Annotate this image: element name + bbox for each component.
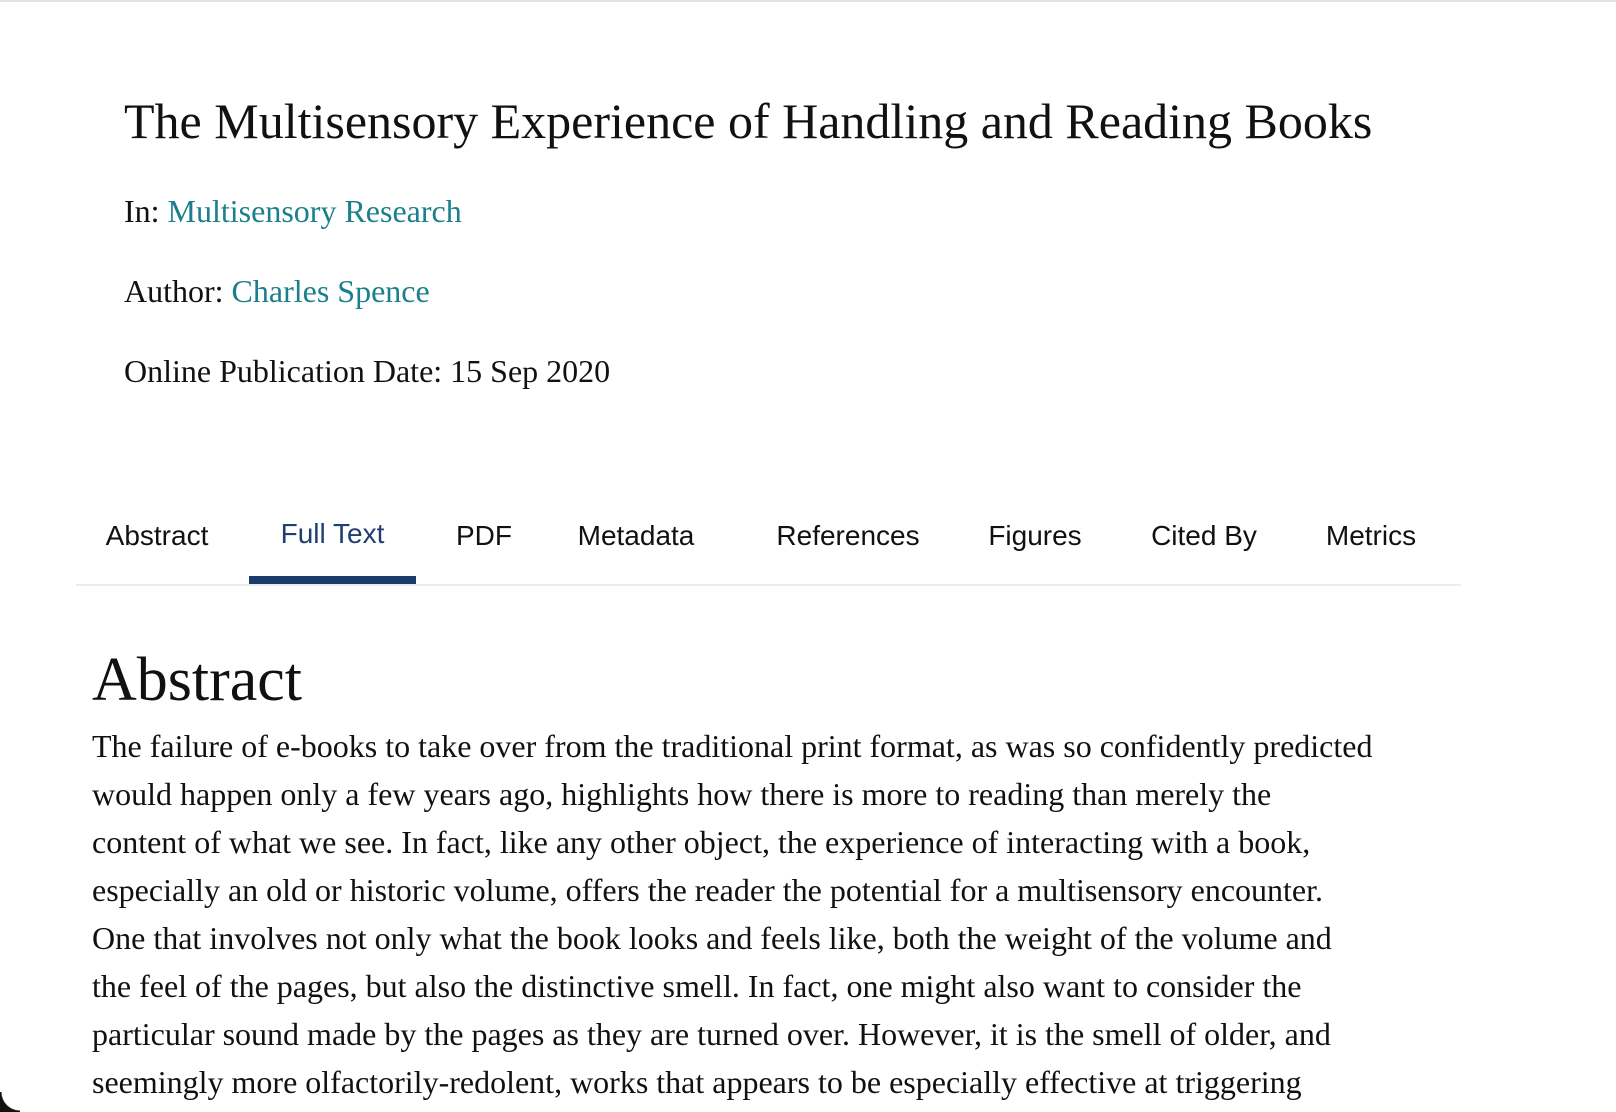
abstract-line: content of what we see. In fact, like any other object, the experience of interacting with a book, (92, 824, 1311, 860)
tab-pdf-label: PDF (456, 520, 512, 551)
journal-link[interactable]: Multisensory Research (167, 193, 462, 229)
tab-metadata[interactable] (570, 500, 702, 584)
tab-figures-label: Figures (988, 520, 1082, 551)
window-corner (0, 1092, 20, 1112)
author-line (124, 269, 430, 313)
abstract-line: seemingly more olfactorily-redolent, works that appears to be especially effective at triggering (92, 1064, 1302, 1100)
publication-date-line (124, 349, 610, 393)
tab-abstract[interactable] (102, 500, 212, 584)
tab-references[interactable] (768, 500, 928, 584)
author-link[interactable]: Charles Spence (231, 273, 430, 309)
abstract-text (92, 722, 1472, 1106)
publication-date-label: Online Publication Date: (124, 353, 451, 389)
journal-line (124, 189, 462, 233)
tab-metrics-label: Metrics (1325, 520, 1417, 551)
tab-pdf[interactable] (448, 500, 520, 584)
tab-full-text[interactable] (249, 500, 416, 584)
abstract-line: particular sound made by the pages as they are turned over. However, it is the smell of older, and (92, 1016, 1331, 1052)
abstract-line: One that involves not only what the book looks and feels like, both the weight of the volume and (92, 920, 1332, 956)
active-tab-indicator (249, 576, 416, 584)
publication-date-value: 15 Sep 2020 (450, 353, 611, 389)
author-label: Author: (124, 273, 232, 309)
abstract-heading: Abstract (92, 646, 303, 714)
tab-metadata-label: Metadata (577, 520, 695, 551)
tab-cited-by-label: Cited By (1151, 520, 1257, 551)
tab-abstract-label: Abstract (105, 520, 209, 551)
window-top-edge (0, 0, 1616, 2)
tab-cited-by[interactable] (1146, 500, 1262, 584)
tab-full-text-label: Full Text (280, 518, 385, 549)
abstract-line: The failure of e-books to take over from the traditional print format, as was so confidently predicted (92, 728, 1373, 764)
abstract-line: the feel of the pages, but also the distinctive smell. In fact, one might also want to consider the (92, 968, 1302, 1004)
tab-metrics[interactable] (1322, 500, 1420, 584)
abstract-line: especially an old or historic volume, offers the reader the potential for a multisensory encounter. (92, 872, 1324, 908)
tab-figures[interactable] (984, 500, 1086, 584)
article-tabs (76, 500, 1461, 586)
abstract-line: would happen only a few years ago, highlights how there is more to reading than merely the (92, 776, 1272, 812)
journal-label: In: (124, 193, 168, 229)
article-title: The Multisensory Experience of Handling and Reading Books (124, 93, 1373, 149)
tab-references-label: References (776, 520, 920, 551)
